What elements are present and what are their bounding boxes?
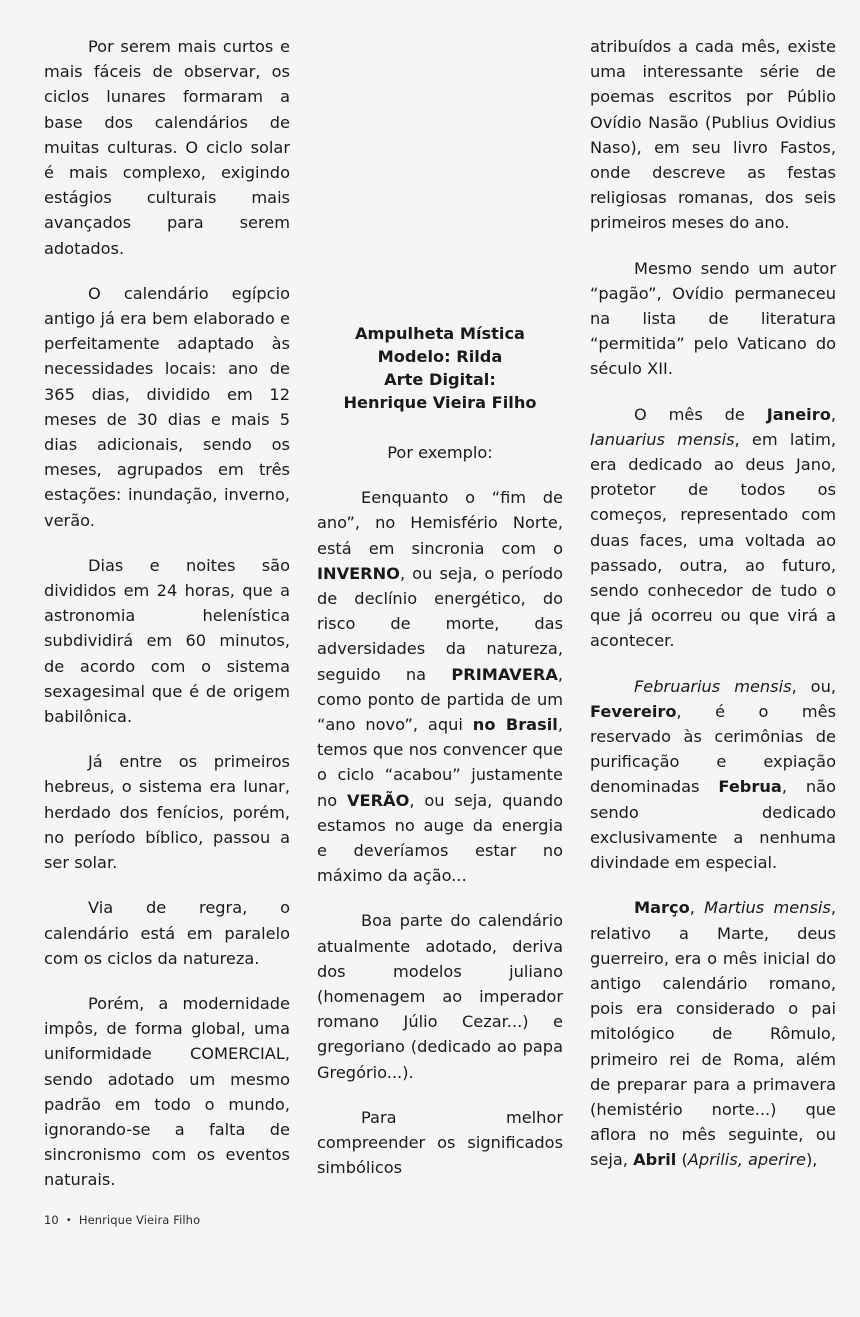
column-right — [590, 34, 837, 1170]
paragraph — [590, 895, 836, 1172]
text-run: , temos que nos convencer que o ciclo “acabou” justamente no — [317, 715, 563, 810]
paragraph: Porém, a modernidade impôs, de forma global, uma uniformidade COMERCIAL, sendo adotado um mesmo padrão em todo o mundo, ignorando-se a falta de sincronismo com os eventos naturais. — [44, 993, 290, 1190]
text-run-italic: Aprilis, aperire — [687, 1150, 806, 1170]
text-run-bold: VERÃO — [347, 790, 410, 810]
text-run: Eenquanto o “fim de ano”, no Hemisfério Norte, está em sincronia com o — [317, 488, 563, 558]
paragraph: Por serem mais curtos e mais fáceis de observar, os ciclos lunares formaram a base dos calendários de muitas culturas. O ciclo solar é mais complexo, exigindo estágios culturais mais avançados para serem adotados. — [44, 37, 290, 258]
paragraph: Dias e noites são divididos em 24 horas, que a astronomia helenística subdividirá em 60 minutos, de acordo com o sistema sexagesimal que é de origem babilônica. — [44, 555, 290, 727]
figure-caption — [317, 322, 563, 414]
column-center — [317, 34, 563, 1178]
text-run-bold: Februa — [718, 777, 782, 797]
footer-separator: • — [65, 1214, 72, 1226]
figure-caption-line: Modelo: Rilda — [377, 347, 503, 366]
paragraph: Mesmo sendo um autor “pagão”, Ovídio permaneceu na lista de literatura “permitida” pelo Vaticano do século XII. — [590, 258, 836, 379]
text-run: , é o mês reservado às cerimônias de purificação e expiação denominadas — [590, 701, 836, 797]
text-run: ( — [676, 1150, 688, 1170]
text-run: , — [689, 898, 705, 918]
footer-page-number: 10 — [44, 1213, 59, 1227]
paragraph — [590, 402, 836, 654]
text-run: , — [830, 404, 836, 424]
text-run-italic: Februarius mensis — [634, 676, 792, 696]
paragraph — [590, 674, 836, 876]
paragraph: Via de regra, o calendário está em paralelo com os ciclos da natureza. — [44, 898, 290, 968]
text-run: O mês de — [634, 404, 767, 424]
page-footer — [44, 1212, 644, 1229]
column-left — [44, 34, 290, 1190]
text-run-bold: PRIMAVERA — [451, 664, 558, 684]
paragraph: atribuídos a cada mês, existe uma interessante série de poemas escritos por Públio Ovídio Nasão (Publius Ovidius Naso), em seu livro Fastos, onde descreve as festas religiosas romanas, dos seis primeiros meses do ano. — [590, 37, 836, 233]
paragraph: Por exemplo: — [387, 443, 493, 462]
text-run-italic: Martius mensis — [704, 898, 831, 918]
text-run: , ou seja, quando estamos no auge da energia e deveríamos estar no máximo da ação... — [317, 790, 563, 886]
figure-caption-line: Arte Digital: — [384, 370, 496, 389]
text-run: , ou seja, o período de declínio energético, do risco de morte, das adversidades da natureza, seguido na — [317, 563, 563, 684]
text-run-bold: Fevereiro — [590, 701, 677, 721]
paragraph: Boa parte do calendário atualmente adotado, deriva dos modelos juliano (homenagem ao imperador romano Júlio Cezar...) e gregoriano (dedicado ao papa Gregório...). — [317, 911, 563, 1082]
text-run-bold: Abril — [633, 1150, 677, 1170]
paragraph: O calendário egípcio antigo já era bem elaborado e perfeitamente adaptado às necessidades locais: ano de 365 dias, dividido em 12 meses de 30 dias e mais 5 dias adicionais, sendo os meses, agrupados em três estações: inundação, inverno, verão. — [44, 283, 290, 530]
text-run-italic: Ianuarius mensis — [590, 429, 735, 449]
text-run: , ou, — [791, 676, 836, 696]
text-run-bold: INVERNO — [317, 563, 400, 583]
text-run: , não sendo dedicado exclusivamente a nenhuma divindade em especial. — [590, 777, 836, 873]
text-run-bold: no Brasil — [472, 715, 558, 735]
footer-author: Henrique Vieira Filho — [78, 1213, 201, 1227]
paragraph — [317, 485, 563, 888]
text-run: , como ponto de partida de um “ano novo”, aqui — [317, 664, 563, 735]
figure-caption-line: Henrique Vieira Filho — [343, 393, 537, 412]
paragraph: Para melhor compreender os significados simbólicos — [317, 1107, 563, 1178]
figure-caption-line: Ampulheta Mística — [355, 324, 525, 343]
paragraph: Já entre os primeiros hebreus, o sistema era lunar, herdado dos fenícios, porém, no período bíblico, passou a ser solar. — [44, 752, 290, 873]
figure-image-placeholder — [317, 34, 563, 322]
three-column-text-body — [44, 34, 837, 1190]
text-run-bold: Março — [634, 898, 690, 918]
text-run: ), — [805, 1150, 818, 1170]
text-run: , em latim, era dedicado ao deus Jano, protetor de todos os começos, representado com duas faces, uma voltada ao passado, outra, ao futuro, sendo conhecedor de tudo o que já ocorreu ou que virá a acontecer. — [590, 429, 837, 651]
text-run-bold: Janeiro — [766, 404, 831, 424]
text-run: , relativo a Marte, deus guerreiro, era o mês inicial do antigo calendário romano, pois era considerado o pai mitológico de Rômulo, primeiro rei de Roma, além de preparar para a primavera (hemistério norte...) que aflora no mês seguinte, ou seja, — [590, 898, 837, 1170]
